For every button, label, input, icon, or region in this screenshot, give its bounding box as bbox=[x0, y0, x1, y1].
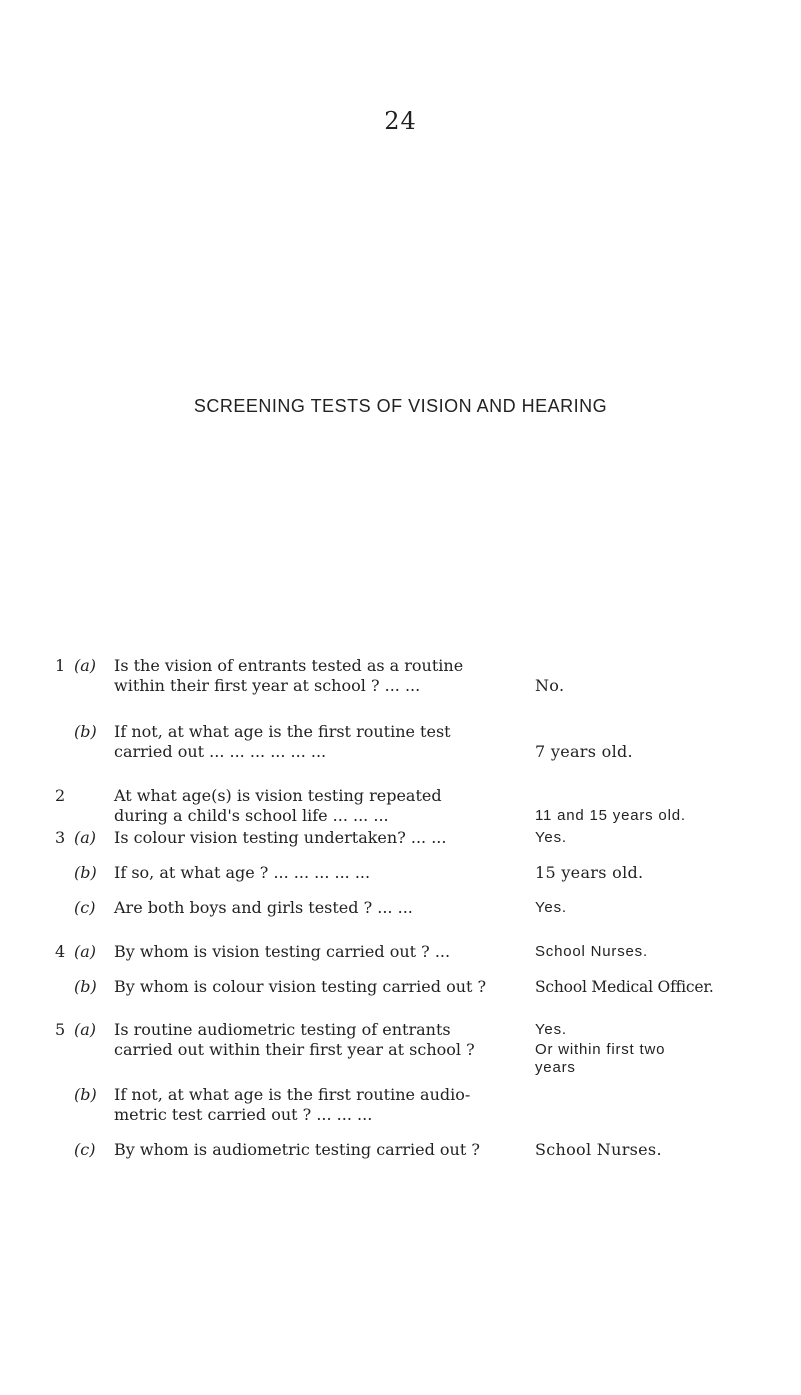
question-number: 1 bbox=[55, 656, 66, 675]
question-number: 4 bbox=[55, 942, 66, 961]
question-text: Is the vision of entrants tested as a routine bbox=[114, 656, 464, 675]
question-text: By whom is colour vision testing carried out ? bbox=[114, 977, 487, 996]
question-number: 2 bbox=[55, 786, 66, 805]
answer-text: School Nurses. bbox=[535, 1140, 662, 1159]
question-number: 3 bbox=[55, 828, 66, 847]
question-text: Is routine audiometric testing of entrants bbox=[114, 1020, 451, 1039]
question-text: during a child's school life ... ... ... bbox=[114, 806, 389, 825]
question-text: If not, at what age is the first routine audio- bbox=[114, 1085, 471, 1104]
answer-text: 7 years old. bbox=[535, 742, 633, 761]
question-sub-label: (a) bbox=[74, 942, 97, 961]
question-text: within their first year at school ? ... ... bbox=[114, 676, 421, 695]
question-sub-label: (a) bbox=[74, 828, 97, 847]
question-text: Are both boys and girls tested ? ... ... bbox=[114, 898, 413, 917]
question-text: By whom is audiometric testing carried out ? bbox=[114, 1140, 480, 1159]
answer-text: 11 and 15 years old. bbox=[535, 807, 686, 824]
answer-text: No. bbox=[535, 676, 565, 695]
question-sub-label: (c) bbox=[74, 1140, 96, 1159]
question-text: At what age(s) is vision testing repeated bbox=[114, 786, 442, 805]
answer-text: Yes. bbox=[535, 899, 567, 916]
question-sub-label: (a) bbox=[74, 656, 97, 675]
question-sub-label: (a) bbox=[74, 1020, 97, 1039]
page-heading: SCREENING TESTS OF VISION AND HEARING bbox=[193, 396, 608, 416]
answer-text: School Nurses. bbox=[535, 943, 648, 960]
question-text: Is colour vision testing undertaken? ... ... bbox=[114, 828, 447, 847]
answer-text: 15 years old. bbox=[535, 863, 644, 882]
question-sub-label: (b) bbox=[74, 977, 97, 996]
question-sub-label: (c) bbox=[74, 898, 96, 917]
question-sub-label: (b) bbox=[74, 722, 97, 741]
answer-text: Yes. bbox=[535, 1021, 567, 1038]
question-text: metric test carried out ? ... ... ... bbox=[114, 1105, 373, 1124]
answer-text: Yes. bbox=[535, 829, 567, 846]
question-text: carried out within their first year at school ? bbox=[114, 1040, 475, 1059]
question-number: 5 bbox=[55, 1020, 66, 1039]
answer-text: years bbox=[535, 1059, 576, 1076]
question-text: If not, at what age is the first routine test bbox=[114, 722, 451, 741]
question-sub-label: (b) bbox=[74, 863, 97, 882]
answer-text: School Medical Officer. bbox=[535, 978, 714, 996]
question-text: carried out ... ... ... ... ... ... bbox=[114, 742, 327, 761]
answer-text: Or within first two bbox=[535, 1041, 666, 1058]
question-text: If so, at what age ? ... ... ... ... ... bbox=[114, 863, 371, 882]
page-number: 24 bbox=[384, 107, 417, 135]
question-sub-label: (b) bbox=[74, 1085, 97, 1104]
question-text: By whom is vision testing carried out ? ... bbox=[114, 942, 451, 961]
